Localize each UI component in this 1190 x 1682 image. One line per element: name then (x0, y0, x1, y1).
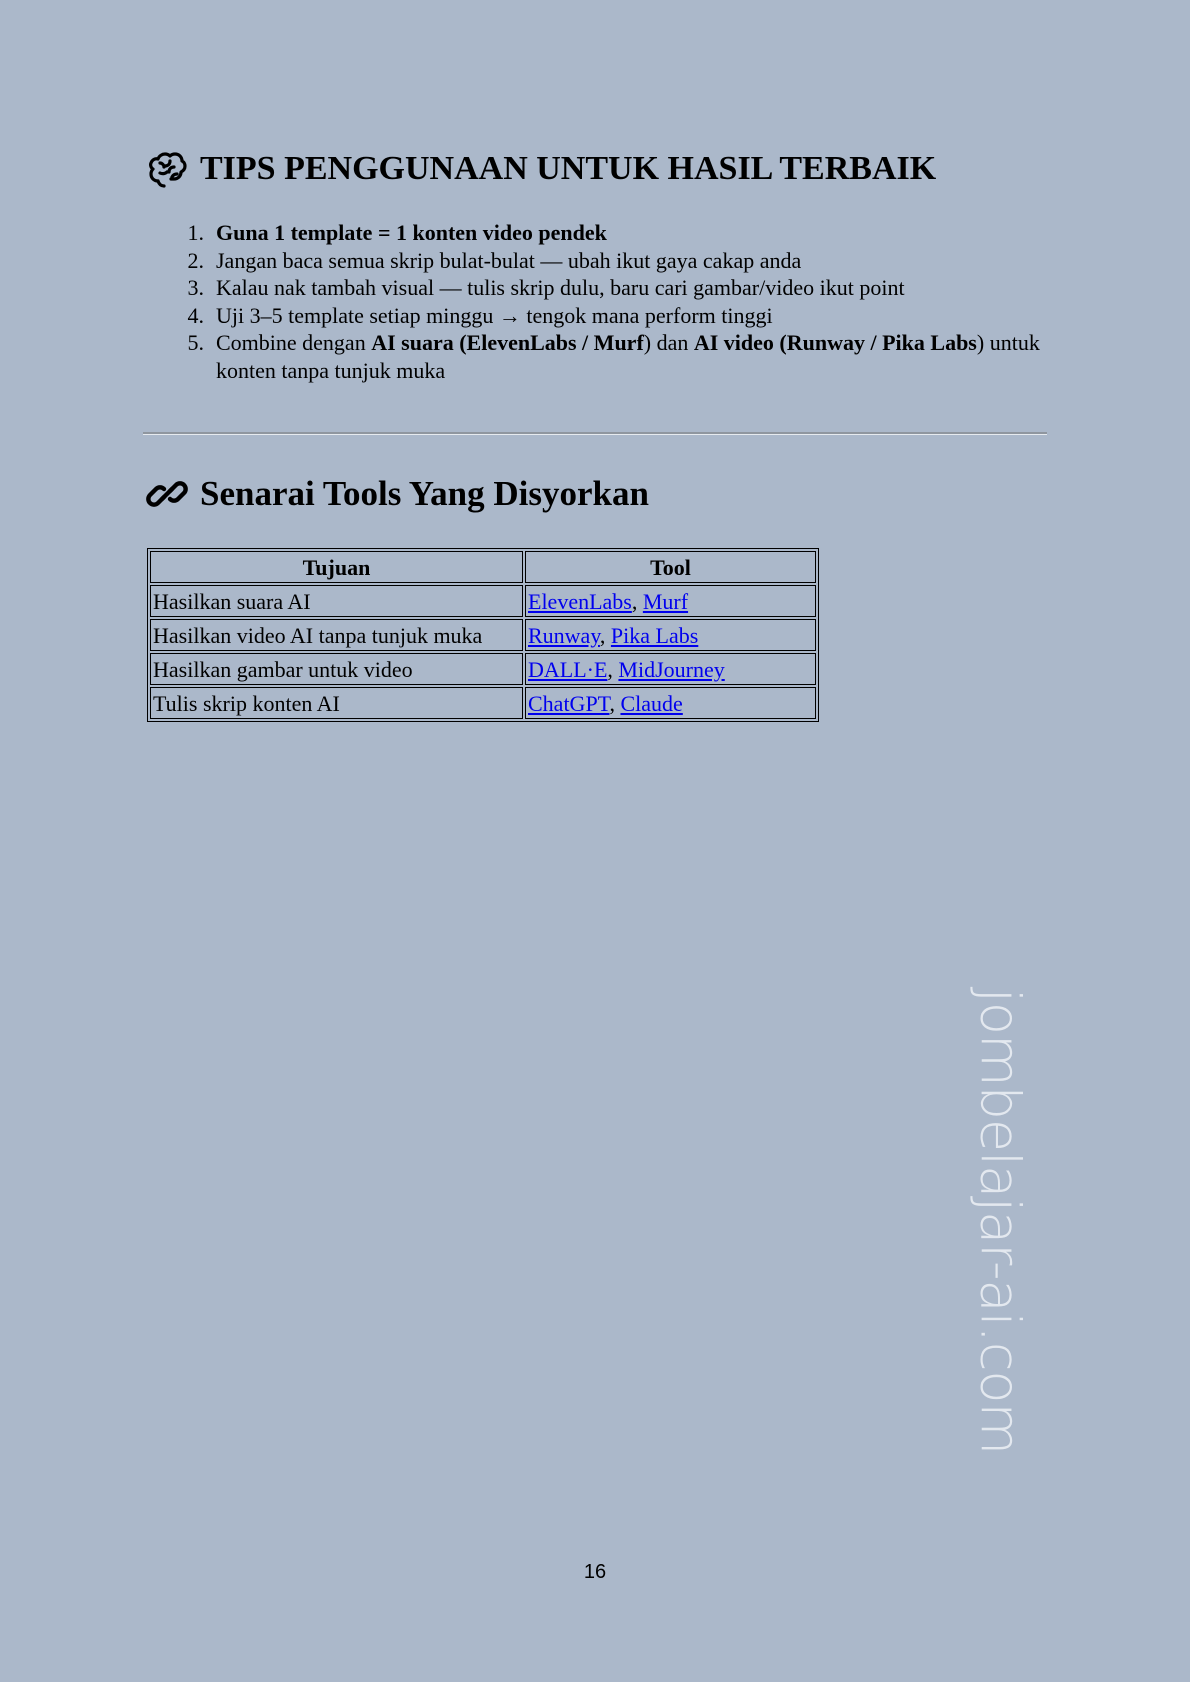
table-row (150, 653, 816, 685)
table-row (150, 619, 816, 651)
watermark: jombelajar-ai.com (968, 987, 1032, 1455)
tools-table (147, 548, 819, 722)
purpose-cell: Hasilkan gambar untuk video (150, 653, 523, 685)
tips-title-text: TIPS PENGGUNAAN UNTUK HASIL TERBAIK (200, 150, 937, 187)
list-item-text: Kalau nak tambah visual — tulis skrip dulu, baru cari gambar/video ikut point (216, 275, 905, 300)
list-item-text: ) dan (643, 330, 694, 355)
tool-link[interactable]: Claude (620, 690, 683, 716)
link-icon (146, 473, 188, 515)
list-item-text: Uji 3–5 template setiap minggu → tengok mana perform tinggi (216, 302, 773, 328)
list-item (187, 302, 1066, 330)
brain-icon (146, 148, 188, 190)
list-item-bold-text: AI video (Runway / Pika Labs (693, 330, 977, 355)
tool-separator: , (607, 656, 619, 682)
table-row (150, 687, 816, 719)
section-divider (143, 432, 1047, 435)
list-item-text: Combine dengan (216, 330, 372, 355)
header-tool: Tool (525, 551, 816, 583)
list-item-text: ) untuk konten tanpa tunjuk muka (216, 330, 1040, 383)
tool-cell (525, 619, 816, 651)
list-item-text: Jangan baca semua skrip bulat-bulat — ubah ikut gaya cakap anda (216, 247, 802, 273)
list-item (187, 219, 1066, 247)
tool-separator: , (631, 588, 643, 614)
tools-title-text: Senarai Tools Yang Disyorkan (200, 474, 649, 513)
table-row (150, 585, 816, 617)
tool-link[interactable]: ElevenLabs (528, 588, 632, 614)
table-header-row (150, 551, 816, 583)
list-item (187, 329, 1066, 384)
tool-link[interactable]: ChatGPT (528, 690, 610, 716)
tool-link[interactable]: Pika Labs (610, 622, 699, 648)
tool-separator: , (599, 622, 611, 648)
list-item-bold-text: Guna 1 template = 1 konten video pendek (216, 220, 607, 245)
tool-cell (525, 653, 816, 685)
tool-link[interactable]: DALL·E (528, 656, 608, 682)
list-item-number: 2. (187, 247, 204, 273)
list-item-number: 1. (187, 220, 204, 245)
list-item-number: 4. (187, 302, 204, 328)
header-purpose: Tujuan (150, 551, 523, 583)
tool-link[interactable]: Runway (528, 622, 600, 648)
tool-link[interactable]: Murf (642, 588, 689, 614)
list-item-bold-text: AI suara (ElevenLabs / Murf (371, 330, 644, 355)
list-item-number: 3. (187, 275, 204, 300)
purpose-cell: Hasilkan suara AI (150, 585, 523, 617)
purpose-cell: Tulis skrip konten AI (150, 687, 523, 719)
purpose-cell: Hasilkan video AI tanpa tunjuk muka (150, 619, 523, 651)
page-number: 16 (583, 1561, 607, 1583)
list-item (187, 274, 1066, 302)
list-item (187, 247, 1066, 275)
tool-separator: , (609, 690, 621, 716)
tool-link[interactable]: MidJourney (618, 656, 725, 682)
tool-cell (525, 687, 816, 719)
tips-list (170, 219, 1066, 384)
tool-cell (525, 585, 816, 617)
tools-heading (146, 473, 649, 515)
tips-heading (146, 148, 936, 190)
list-item-number: 5. (187, 330, 204, 355)
